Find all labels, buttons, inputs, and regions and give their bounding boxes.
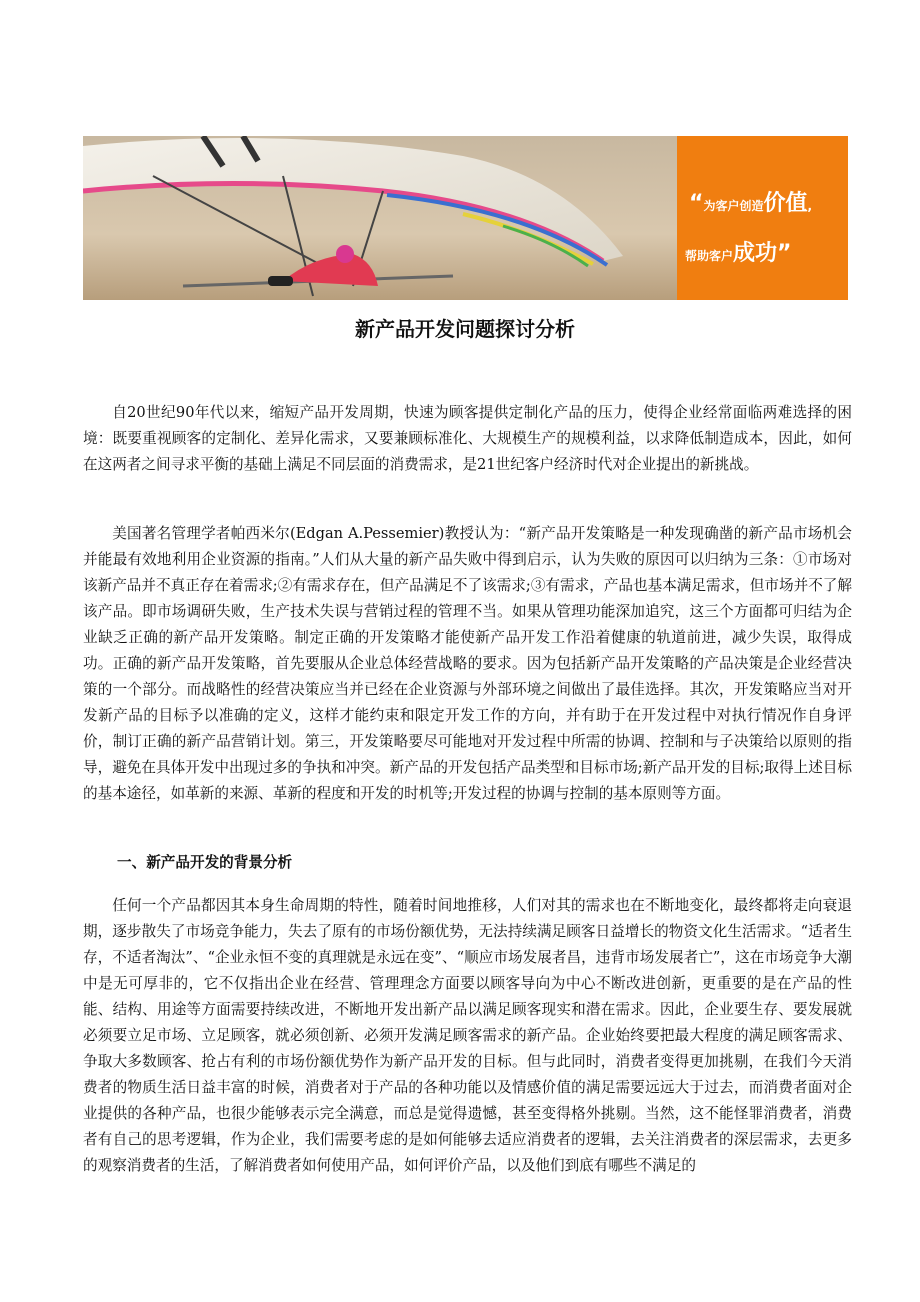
paragraph-background: 任何一个产品都因其本身生命周期的特性，随着时间地推移，人们对其的需求也在不断地变化，最终都将走向衰退期，逐步散失了市场竞争能力，失去了原有的市场份额优势，无法持续满足顾客日益增长的物资文化生活需求。“适者生存，不适者淘汰”、“企业永恒不变的真理就是永远在变”、“顺应市场发展者昌，违背市场发展者亡”，这在市场竞争大潮中是无可厚非的，它不仅指出企业在经营、管理理念方面要以顾客导向为中心不断改进创新，更重要的是在产品的性能、结构、用途等方面需要持续改进，不断地开发出新产品以满足顾客现实和潜在需求。因此，企业要生存、要发展就必须要立足市场、立足顾客，就必须创新、必须开发满足顾客需求的新产品。企业始终要把最大程度的满足顾客需求、争取大多数顾客、抢占有利的市场份额优势作为新产品开发的目标。但与此同时，消费者变得更加挑剔，在我们今天消费者的物质生活日益丰富的时候，消费者对于产品的各种功能以及情感价值的满足需要远远大于过去，而消费者面对企业提供的各种产品，也很少能够表示完全满意，而总是觉得遗憾，甚至变得格外挑剔。当然，这不能怪罪消费者，消费者有自己的思考逻辑，作为企业，我们需要考虑的是如何能够去适应消费者的逻辑，去关注消费者的深层需求，去更多的观察消费者的生活，了解消费者如何使用产品，如何评价产品，以及他们到底有哪些不满足的 — [83, 897, 852, 1174]
slogan-emphasis: 成功 — [733, 241, 778, 266]
section-heading: 一、新产品开发的背景分析 — [117, 854, 293, 871]
paragraph-intro: 自20世纪90年代以来，缩短产品开发周期，快速为顾客提供定制化产品的压力，使得企业经常面临两难选择的困境：既要重视顾客的定制化、差异化需求，又要兼顾标准化、大规模生产的规模利益，以求降低制造成本，因此，如何在这两者之间寻求平衡的基础上满足不同层面的消费需求，是21世纪客户经济时代对企业提出的新挑战。 — [83, 404, 852, 473]
slogan-line-success — [685, 236, 792, 267]
paragraph-strategy: 美国著名管理学者帕西米尔(Edgan A.Pessemier)教授认为：“新产品开发策略是一种发现确凿的新产品市场机会并能最有效地利用企业资源的指南。”人们从大量的新产品失败中得到启示，认为失败的原因可以归纳为三条：①市场对该新产品并不真正存在着需求;②有需求存在，但产品满足不了该需求;③有需求，产品也基本满足需求，但市场并不了解该产品。即市场调研失败，生产技术失误与营销过程的管理不当。如果从管理功能深加追究，这三个方面都可归结为企业缺乏正确的新产品开发策略。制定正确的开发策略才能使新产品开发工作沿着健康的轨道前进，减少失误，取得成功。正确的新产品开发策略，首先要服从企业总体经营战略的要求。因为包括新产品开发策略的产品决策是企业经营决策的一个部分。而战略性的经营决策应当并已经在企业资源与外部环境之间做出了最佳选择。其次，开发策略应当对开发新产品的目标予以准确的定义，这样才能约束和限定开发工作的方向，并有助于在开发过程中对执行情况作自身评价，制订正确的新产品营销计划。第三，开发策略要尽可能地对开发过程中所需的协调、控制和与子决策给以原则的指导，避免在具体开发中出现过多的争执和冲突。新产品的开发包括产品类型和目标市场;新产品开发的目标;取得上述目标的基本途径，如革新的来源、革新的程度和开发的时机等;开发过程的协调与控制的基本原则等方面。 — [83, 525, 852, 802]
slogan-quote-open: “ — [689, 191, 704, 216]
document-title: 新产品开发问题探讨分析 — [355, 317, 575, 341]
slogan-emphasis: 价值 — [763, 191, 808, 216]
slogan-panel — [677, 136, 848, 300]
hang-glider-photo — [83, 136, 677, 300]
slogan-text: 帮助客户 — [685, 249, 734, 263]
slogan-quote-close: ” — [777, 241, 792, 266]
slogan-text: 为客户创造 — [703, 199, 764, 213]
slogan-line-value — [689, 186, 812, 217]
slogan-comma: , — [807, 199, 813, 213]
header-banner — [83, 136, 848, 300]
